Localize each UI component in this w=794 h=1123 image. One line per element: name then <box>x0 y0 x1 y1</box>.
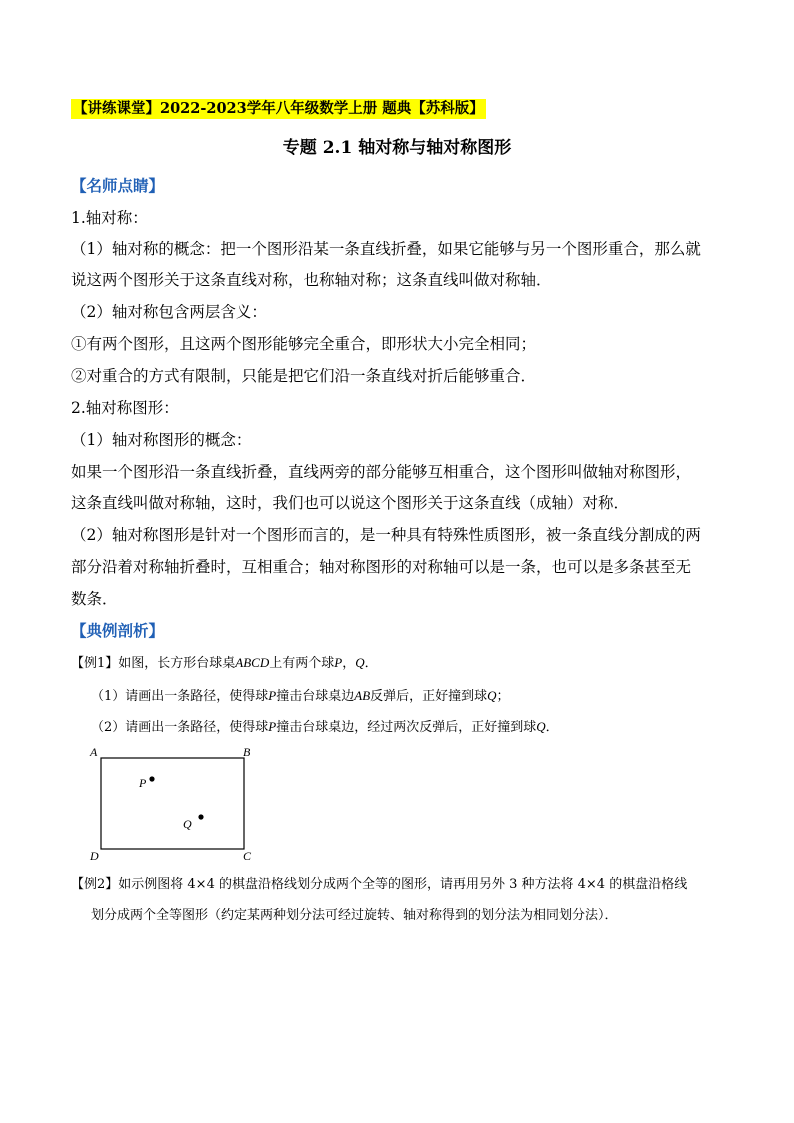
figure-note-line-3: 数条． <box>71 590 118 608</box>
meaning-2: ②对重合的方式有限制，只能是把它们沿一条直线对折后能够重合． <box>71 367 537 385</box>
label-d: D <box>90 849 99 863</box>
figure-concept-line-2: 这条直线叫做对称轴，这时，我们也可以说这个图形关于这条直线（成轴）对称． <box>71 494 630 512</box>
figure-concept-line-1: 如果一个图形沿一条直线折叠，直线两旁的部分能够互相重合，这个图形叫做轴对称图形， <box>71 463 692 481</box>
billiard-table-figure <box>85 742 260 867</box>
ball-q <box>198 814 203 819</box>
header-banner: 【讲练课堂】2022-2023学年八年级数学上册 题典【苏科版】 <box>73 100 484 117</box>
meaning-1: ①有两个图形，且这两个图形能够完全重合，即形状大小完全相同； <box>71 335 537 353</box>
page-title: 专题 2.1 轴对称与轴对称图形 <box>282 138 512 158</box>
section-heading-teacher: 【名师点睛】 <box>71 176 165 195</box>
label-p: P <box>139 776 147 790</box>
example-1-prompt: 【例1】如图，长方形台球桌ABCD上有两个球P，Q． <box>71 655 378 671</box>
section-heading-examples: 【典例剖析】 <box>71 621 165 640</box>
example-2-line-1: 【例2】如示例图将 4×4 的棋盘沿格线划分成两个全等的图形，请再用另外 3 种方法将 4×4 的棋盘沿格线 <box>71 877 688 892</box>
point-symmetric-figure: 2.轴对称图形： <box>71 399 179 417</box>
label-b: B <box>243 745 251 759</box>
label-a: A <box>90 745 98 759</box>
example-1-question-2: （2）请画出一条路径，使得球P撞击台球桌边，经过两次反弹后，正好撞到球Q． <box>91 719 559 735</box>
example-2-line-2: 划分成两个全等图形（约定某两种划分法可经过旋转、轴对称得到的划分法为相同划分法）． <box>91 908 618 923</box>
label-q: Q <box>183 817 192 831</box>
figure-note-line-1: （2）轴对称图形是针对一个图形而言的，是一种具有特殊性质图形，被一条直线分割成的两 <box>71 526 701 544</box>
point-axial-symmetry: 1.轴对称： <box>71 209 148 227</box>
example-1-question-1: （1）请画出一条路径，使得球P撞击台球桌边AB反弹后，正好撞到球Q； <box>91 688 510 704</box>
figure-note-line-2: 部分沿着对称轴折叠时，互相重合；轴对称图形的对称轴可以是一条，也可以是多条甚至无 <box>71 558 692 576</box>
ball-p <box>149 776 154 781</box>
concept-line-1: （1）轴对称的概念：把一个图形沿某一条直线折叠，如果它能够与另一个图形重合，那么就 <box>71 240 701 258</box>
label-c: C <box>243 849 252 863</box>
concept-line-2: 说这两个图形关于这条直线对称，也称轴对称；这条直线叫做对称轴． <box>71 271 552 289</box>
meaning-heading: （2）轴对称包含两层含义： <box>71 303 267 321</box>
figure-concept-heading: （1）轴对称图形的概念： <box>71 431 252 449</box>
table-rectangle <box>101 758 244 849</box>
